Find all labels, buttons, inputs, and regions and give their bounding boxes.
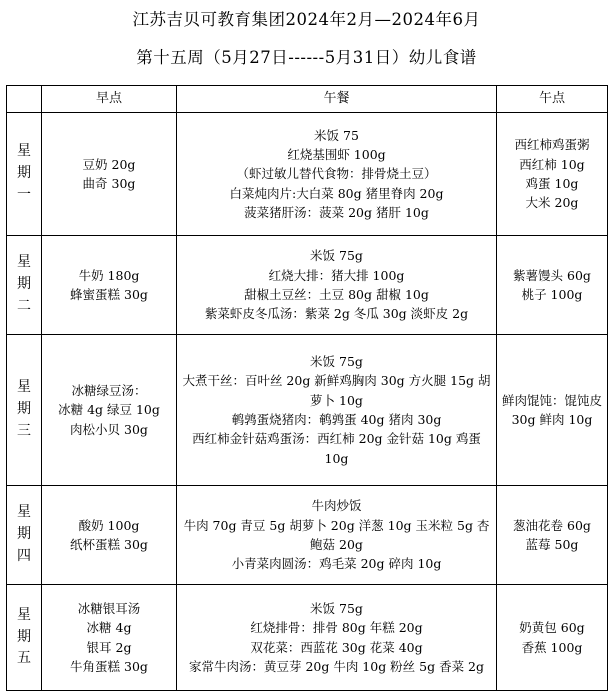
snack-cell-line: 大米 20g <box>525 195 579 211</box>
day-cell-line: 星 <box>17 379 31 396</box>
lunch-cell-line: 紫菜虾皮冬瓜汤：紫菜 2g 冬瓜 30g 淡虾皮 2g <box>204 306 469 322</box>
lunch-cell-line: 菠菜猪肝汤：菠菜 20g 猪肝 10g <box>244 205 429 221</box>
breakfast-cell-line: 冰糖 4g <box>86 620 132 636</box>
table-row <box>7 335 608 486</box>
lunch-cell-line: 牛肉 70g 青豆 5g 胡萝卜 20g 洋葱 10g 玉米粒 5g 杏鲍菇 20g <box>183 517 490 552</box>
day-cell <box>7 486 42 585</box>
day-cell-line: 二 <box>17 297 31 314</box>
lunch-cell-line: 牛肉炒饭 <box>311 498 362 514</box>
day-cell-line: 星 <box>17 143 31 160</box>
snack-cell <box>497 335 608 486</box>
day-cell <box>7 113 42 236</box>
day-cell <box>7 585 42 691</box>
day-cell-line: 五 <box>17 650 31 667</box>
day-cell-line: 三 <box>17 422 31 439</box>
breakfast-cell <box>42 335 177 486</box>
lunch-cell-line: 红烧基围虾 100g <box>287 146 386 162</box>
snack-cell-line: 奶黄包 60g <box>519 620 585 636</box>
title-line-2: 第十五周（5月27日------5月31日）幼儿食谱 <box>136 48 477 67</box>
day-cell-line: 星 <box>17 254 31 271</box>
breakfast-cell-line: 肉松小贝 30g <box>70 421 148 437</box>
day-cell-line: 期 <box>17 276 31 293</box>
day-cell <box>7 335 42 486</box>
lunch-cell-line: 大煮干丝：百叶丝 20g 新鲜鸡胸肉 30g 方火腿 15g 胡萝卜 10g <box>182 373 491 408</box>
breakfast-cell-line: 酸奶 100g <box>78 517 140 533</box>
breakfast-cell-line: 冰糖 4g 绿豆 10g <box>58 402 160 418</box>
breakfast-cell-line: 曲奇 30g <box>82 176 136 191</box>
lunch-cell-line: 米饭 75g <box>310 248 363 264</box>
day-cell-line: 星 <box>17 606 31 623</box>
snack-cell-line: 紫薯馒头 60g <box>513 267 591 283</box>
snack-cell-line: 西红柿 10g <box>519 156 585 172</box>
snack-cell-line: 香蕉 100g <box>521 639 583 655</box>
lunch-cell-line: 红烧大排：猪大排 100g <box>268 267 405 283</box>
breakfast-cell-line: 纸杯蛋糕 30g <box>70 537 148 552</box>
snack-cell <box>497 236 608 335</box>
breakfast-cell-line: 牛奶 180g <box>78 267 140 283</box>
breakfast-cell <box>42 486 177 585</box>
lunch-cell-line: 米饭 75g <box>310 600 363 616</box>
table-row <box>7 585 608 691</box>
snack-cell <box>497 113 608 236</box>
menu-body <box>7 113 608 691</box>
lunch-cell-line: 甜椒土豆丝：土豆 80g 甜椒 10g <box>244 287 429 302</box>
snack-cell-line: 蓝莓 50g <box>525 537 579 552</box>
header-day <box>7 86 42 113</box>
header-snack: 午点 <box>497 86 608 113</box>
breakfast-cell-line: 银耳 2g <box>86 639 132 655</box>
lunch-cell-line: 米饭 75 <box>314 127 359 143</box>
breakfast-cell <box>42 585 177 691</box>
breakfast-cell <box>42 113 177 236</box>
breakfast-cell-line: 冰糖银耳汤 <box>77 600 141 616</box>
breakfast-cell-line: 冰糖绿豆汤： <box>71 382 147 398</box>
lunch-cell-line: 鹌鹑蛋烧猪肉：鹌鹑蛋 40g 猪肉 30g <box>231 412 442 427</box>
table-row <box>7 486 608 585</box>
lunch-cell-line: 米饭 75g <box>310 353 363 369</box>
snack-cell <box>497 585 608 691</box>
lunch-cell <box>177 585 497 691</box>
snack-cell-line: 西红柿鸡蛋粥 <box>514 137 590 153</box>
breakfast-cell-line: 豆奶 20g <box>82 156 136 172</box>
table-row <box>7 113 608 236</box>
day-cell-line: 期 <box>17 526 31 543</box>
lunch-cell <box>177 113 497 236</box>
breakfast-cell-line: 蜂蜜蛋糕 30g <box>70 287 148 302</box>
lunch-cell <box>177 236 497 335</box>
lunch-cell <box>177 335 497 486</box>
lunch-cell-line: 小青菜肉圆汤：鸡毛菜 20g 碎肉 10g <box>231 556 442 572</box>
day-cell <box>7 236 42 335</box>
day-cell-line: 一 <box>17 186 31 203</box>
table-row <box>7 236 608 335</box>
snack-cell-line: 葱油花卷 60g <box>513 517 591 533</box>
lunch-cell-line: 双花菜：西蓝花 30g 花菜 40g <box>250 639 423 655</box>
lunch-cell-line: 家常牛肉汤：黄豆芽 20g 牛肉 10g 粉丝 5g 香菜 2g <box>188 658 485 674</box>
header-breakfast: 早点 <box>42 86 177 113</box>
breakfast-cell-line: 牛角蛋糕 30g <box>70 658 148 674</box>
snack-cell <box>497 486 608 585</box>
day-cell-line: 期 <box>17 628 31 645</box>
day-cell-line: 期 <box>17 165 31 182</box>
header-lunch: 午餐 <box>177 86 497 113</box>
lunch-cell-line: （虾过敏儿替代食物：排骨烧土豆） <box>236 166 437 182</box>
title-line-1: 江苏吉贝可教育集团2024年2月—2024年6月 <box>132 10 481 29</box>
snack-cell-line: 桃子 100g <box>521 287 583 302</box>
header-row <box>7 86 608 113</box>
snack-cell-line: 鲜肉馄饨：馄饨皮 30g 鲜肉 10g <box>501 392 602 427</box>
menu-table <box>6 85 608 691</box>
snack-cell-line: 鸡蛋 10g <box>525 176 579 191</box>
day-cell-line: 星 <box>17 504 31 521</box>
day-cell-line: 期 <box>17 401 31 418</box>
lunch-cell-line: 白菜炖肉片:大白菜 80g 猪里脊肉 20g <box>229 185 444 201</box>
lunch-cell <box>177 486 497 585</box>
breakfast-cell <box>42 236 177 335</box>
lunch-cell-line: 红烧排骨：排骨 80g 年糕 20g <box>250 620 423 636</box>
day-cell-line: 四 <box>17 547 31 564</box>
lunch-cell-line: 西红柿金针菇鸡蛋汤：西红柿 20g 金针菇 10g 鸡蛋 10g <box>192 431 481 466</box>
